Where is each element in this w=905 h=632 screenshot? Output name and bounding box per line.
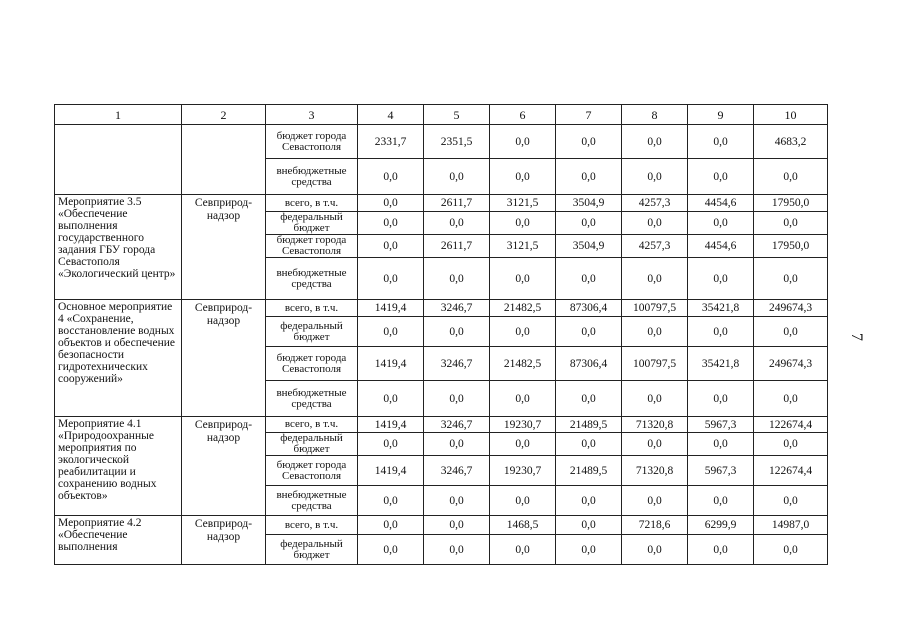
value-cell: 0,0 bbox=[622, 212, 688, 235]
value-cell: 0,0 bbox=[358, 258, 424, 300]
value-cell: 0,0 bbox=[688, 535, 754, 565]
value-cell: 2351,5 bbox=[424, 125, 490, 159]
executor-cell: Севприрод-надзор bbox=[182, 516, 266, 565]
value-cell: 3246,7 bbox=[424, 456, 490, 486]
value-cell: 0,0 bbox=[490, 159, 556, 195]
funding-source-cell: всего, в т.ч. bbox=[266, 195, 358, 212]
value-cell: 3121,5 bbox=[490, 195, 556, 212]
value-cell: 0,0 bbox=[556, 317, 622, 347]
value-cell: 4454,6 bbox=[688, 235, 754, 258]
value-cell: 21482,5 bbox=[490, 300, 556, 317]
value-cell: 0,0 bbox=[688, 212, 754, 235]
value-cell: 19230,7 bbox=[490, 417, 556, 433]
total-value-cell: 17950,0 bbox=[754, 195, 828, 212]
value-cell: 0,0 bbox=[490, 535, 556, 565]
value-cell: 0,0 bbox=[556, 381, 622, 417]
value-cell: 5967,3 bbox=[688, 456, 754, 486]
value-cell: 0,0 bbox=[358, 195, 424, 212]
total-value-cell: 0,0 bbox=[754, 212, 828, 235]
value-cell: 0,0 bbox=[490, 486, 556, 516]
value-cell: 0,0 bbox=[622, 486, 688, 516]
total-value-cell: 17950,0 bbox=[754, 235, 828, 258]
column-number: 9 bbox=[688, 105, 754, 125]
value-cell: 0,0 bbox=[622, 317, 688, 347]
value-cell: 0,0 bbox=[556, 535, 622, 565]
funding-source-cell: всего, в т.ч. bbox=[266, 417, 358, 433]
value-cell: 0,0 bbox=[556, 159, 622, 195]
funding-source-cell: бюджет города Севастополя bbox=[266, 235, 358, 258]
column-number: 7 bbox=[556, 105, 622, 125]
value-cell: 0,0 bbox=[490, 381, 556, 417]
value-cell: 3246,7 bbox=[424, 300, 490, 317]
value-cell: 0,0 bbox=[490, 433, 556, 456]
value-cell: 1419,4 bbox=[358, 347, 424, 381]
funding-source-cell: внебюджетные средства bbox=[266, 159, 358, 195]
total-value-cell: 0,0 bbox=[754, 317, 828, 347]
column-number: 8 bbox=[622, 105, 688, 125]
value-cell: 0,0 bbox=[424, 258, 490, 300]
total-value-cell: 4683,2 bbox=[754, 125, 828, 159]
value-cell: 0,0 bbox=[688, 317, 754, 347]
value-cell: 5967,3 bbox=[688, 417, 754, 433]
funding-source-cell: бюджет города Севастополя bbox=[266, 347, 358, 381]
event-name-cell: Мероприятие 4.1 «Природоохранные мероприятия по экологической реабилитации и сохранению водных объектов» bbox=[55, 417, 182, 516]
table-body bbox=[55, 105, 828, 565]
value-cell: 100797,5 bbox=[622, 300, 688, 317]
value-cell: 0,0 bbox=[424, 486, 490, 516]
value-cell: 0,0 bbox=[622, 258, 688, 300]
value-cell: 0,0 bbox=[490, 317, 556, 347]
value-cell: 0,0 bbox=[424, 433, 490, 456]
funding-source-cell: бюджет города Севастополя bbox=[266, 456, 358, 486]
total-value-cell: 0,0 bbox=[754, 535, 828, 565]
value-cell: 0,0 bbox=[358, 235, 424, 258]
value-cell: 0,0 bbox=[556, 258, 622, 300]
event-name-cell: Основное мероприятие 4 «Сохранение, восстановление водных объектов и обеспечение безопасности гидротехнических сооружений» bbox=[55, 300, 182, 417]
value-cell: 0,0 bbox=[490, 125, 556, 159]
table-row bbox=[55, 516, 828, 535]
total-value-cell: 0,0 bbox=[754, 159, 828, 195]
value-cell: 0,0 bbox=[424, 159, 490, 195]
total-value-cell: 249674,3 bbox=[754, 300, 828, 317]
column-number: 2 bbox=[182, 105, 266, 125]
value-cell: 3121,5 bbox=[490, 235, 556, 258]
value-cell: 21482,5 bbox=[490, 347, 556, 381]
value-cell: 0,0 bbox=[688, 258, 754, 300]
value-cell: 0,0 bbox=[358, 516, 424, 535]
value-cell: 0,0 bbox=[688, 381, 754, 417]
value-cell: 0,0 bbox=[622, 433, 688, 456]
value-cell: 1419,4 bbox=[358, 456, 424, 486]
table-row bbox=[55, 417, 828, 433]
value-cell: 0,0 bbox=[688, 125, 754, 159]
value-cell: 0,0 bbox=[556, 516, 622, 535]
funding-source-cell: федеральный бюджет bbox=[266, 212, 358, 235]
executor-cell: Севприрод-надзор bbox=[182, 300, 266, 417]
value-cell: 35421,8 bbox=[688, 347, 754, 381]
value-cell: 0,0 bbox=[622, 159, 688, 195]
value-cell: 0,0 bbox=[556, 212, 622, 235]
value-cell: 6299,9 bbox=[688, 516, 754, 535]
value-cell: 1419,4 bbox=[358, 300, 424, 317]
value-cell: 0,0 bbox=[358, 486, 424, 516]
value-cell: 0,0 bbox=[688, 159, 754, 195]
value-cell: 0,0 bbox=[358, 159, 424, 195]
value-cell: 2611,7 bbox=[424, 235, 490, 258]
value-cell: 0,0 bbox=[358, 381, 424, 417]
value-cell: 0,0 bbox=[622, 381, 688, 417]
value-cell: 0,0 bbox=[688, 433, 754, 456]
value-cell: 0,0 bbox=[556, 486, 622, 516]
value-cell: 3246,7 bbox=[424, 347, 490, 381]
total-value-cell: 0,0 bbox=[754, 433, 828, 456]
funding-source-cell: внебюджетные средства bbox=[266, 258, 358, 300]
value-cell: 2611,7 bbox=[424, 195, 490, 212]
value-cell: 1468,5 bbox=[490, 516, 556, 535]
funding-source-cell: федеральный бюджет bbox=[266, 433, 358, 456]
funding-source-cell: всего, в т.ч. bbox=[266, 516, 358, 535]
funding-source-cell: всего, в т.ч. bbox=[266, 300, 358, 317]
table-row bbox=[55, 300, 828, 317]
value-cell: 4257,3 bbox=[622, 235, 688, 258]
header-row bbox=[55, 105, 828, 125]
event-name-cell bbox=[55, 125, 182, 195]
column-number: 10 bbox=[754, 105, 828, 125]
value-cell: 0,0 bbox=[358, 433, 424, 456]
funding-source-cell: бюджет города Севастополя bbox=[266, 125, 358, 159]
value-cell: 0,0 bbox=[424, 381, 490, 417]
value-cell: 0,0 bbox=[358, 535, 424, 565]
executor-cell bbox=[182, 125, 266, 195]
value-cell: 0,0 bbox=[424, 535, 490, 565]
executor-cell: Севприрод-надзор bbox=[182, 195, 266, 300]
value-cell: 0,0 bbox=[424, 212, 490, 235]
value-cell: 71320,8 bbox=[622, 456, 688, 486]
value-cell: 1419,4 bbox=[358, 417, 424, 433]
value-cell: 87306,4 bbox=[556, 347, 622, 381]
total-value-cell: 249674,3 bbox=[754, 347, 828, 381]
total-value-cell: 14987,0 bbox=[754, 516, 828, 535]
value-cell: 35421,8 bbox=[688, 300, 754, 317]
value-cell: 2331,7 bbox=[358, 125, 424, 159]
funding-source-cell: внебюджетные средства bbox=[266, 381, 358, 417]
value-cell: 87306,4 bbox=[556, 300, 622, 317]
value-cell: 0,0 bbox=[358, 212, 424, 235]
value-cell: 0,0 bbox=[556, 433, 622, 456]
column-number: 1 bbox=[55, 105, 182, 125]
column-number: 6 bbox=[490, 105, 556, 125]
column-number: 3 bbox=[266, 105, 358, 125]
funding-source-cell: внебюджетные средства bbox=[266, 486, 358, 516]
value-cell: 0,0 bbox=[490, 258, 556, 300]
value-cell: 0,0 bbox=[490, 212, 556, 235]
value-cell: 71320,8 bbox=[622, 417, 688, 433]
value-cell: 0,0 bbox=[358, 317, 424, 347]
value-cell: 0,0 bbox=[622, 125, 688, 159]
value-cell: 3504,9 bbox=[556, 235, 622, 258]
page-number: 7 bbox=[848, 333, 865, 341]
funding-source-cell: федеральный бюджет bbox=[266, 535, 358, 565]
executor-cell: Севприрод-надзор bbox=[182, 417, 266, 516]
value-cell: 3504,9 bbox=[556, 195, 622, 212]
total-value-cell: 122674,4 bbox=[754, 456, 828, 486]
budget-table bbox=[54, 104, 828, 565]
column-number: 5 bbox=[424, 105, 490, 125]
total-value-cell: 0,0 bbox=[754, 381, 828, 417]
value-cell: 7218,6 bbox=[622, 516, 688, 535]
total-value-cell: 0,0 bbox=[754, 486, 828, 516]
value-cell: 0,0 bbox=[688, 486, 754, 516]
value-cell: 0,0 bbox=[556, 125, 622, 159]
value-cell: 100797,5 bbox=[622, 347, 688, 381]
event-name-cell: Мероприятие 3.5 «Обеспечение выполнения государственного задания ГБУ города Севастополя «Экологический центр» bbox=[55, 195, 182, 300]
value-cell: 21489,5 bbox=[556, 456, 622, 486]
value-cell: 0,0 bbox=[424, 516, 490, 535]
value-cell: 4257,3 bbox=[622, 195, 688, 212]
event-name-cell: Мероприятие 4.2 «Обеспечение выполнения bbox=[55, 516, 182, 565]
value-cell: 3246,7 bbox=[424, 417, 490, 433]
funding-source-cell: федеральный бюджет bbox=[266, 317, 358, 347]
value-cell: 0,0 bbox=[424, 317, 490, 347]
value-cell: 19230,7 bbox=[490, 456, 556, 486]
table-row bbox=[55, 125, 828, 159]
total-value-cell: 0,0 bbox=[754, 258, 828, 300]
total-value-cell: 122674,4 bbox=[754, 417, 828, 433]
column-number: 4 bbox=[358, 105, 424, 125]
value-cell: 4454,6 bbox=[688, 195, 754, 212]
value-cell: 21489,5 bbox=[556, 417, 622, 433]
value-cell: 0,0 bbox=[622, 535, 688, 565]
table-row bbox=[55, 195, 828, 212]
